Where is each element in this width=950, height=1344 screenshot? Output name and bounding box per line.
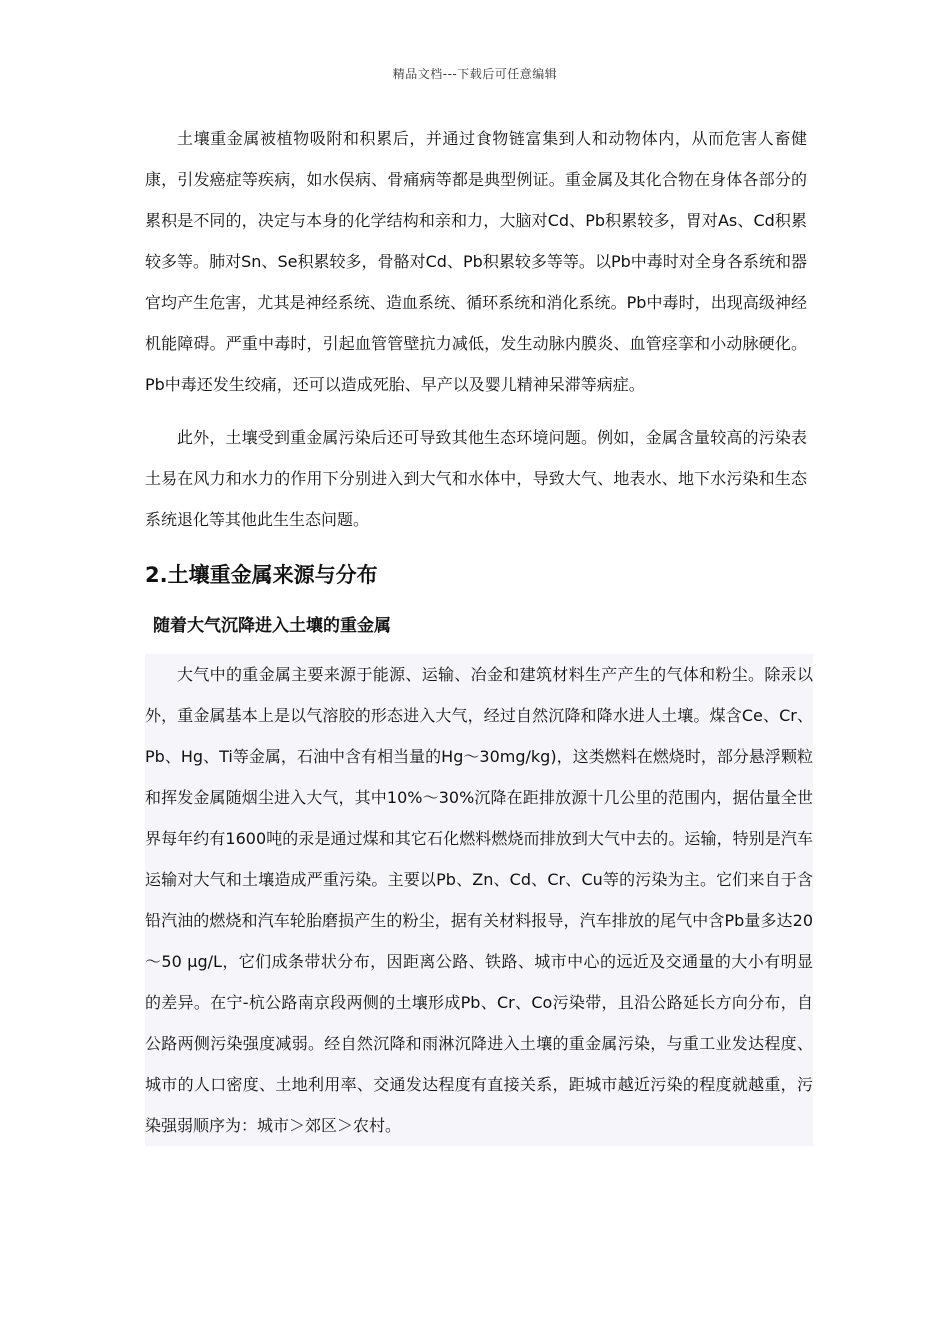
page-header: 精品文档---下载后可任意编辑: [392, 67, 558, 81]
paragraph-health-effects: 土壤重金属被植物吸附和积累后，并通过食物链富集到人和动物体内，从而危害人畜健康，引发癌症等疾病，如水俣病、骨痛病等都是典型例证。重金属及其化合物在身体各部分的累积是不同的，决定与本身的化学结构和亲和力，大脑对Cd、Pb积累较多，胃对As、Cd积累较多等。肺对Sn、Se积累较多，骨骼对Cd、Pb积累较多等等。以Pb中毒时对全身各系统和器官均产生危害，尤其是神经系统、造血系统、循环系统和消化系统。Pb中毒时，出现高级神经机能障碍。严重中毒时，引起血管管壁抗力减低，发生动脉内膜炎、血管痉挛和小动脉硬化。Pb中毒还发生绞痛，还可以造成死胎、早产以及婴儿精神呆滞等病症。: [145, 129, 807, 394]
document-body: [145, 118, 813, 1146]
section-heading: 2.土壤重金属来源与分布: [145, 563, 378, 587]
paragraph-atmospheric-deposition: 大气中的重金属主要来源于能源、运输、冶金和建筑材料生产产生的气体和粉尘。除汞以外，重金属基本上是以气溶胶的形态进入大气，经过自然沉降和降水进人土壤。煤含Ce、Cr、Pb、Hg、Ti等金属，石油中含有相当量的Hg～30mg/kg)，这类燃料在燃烧时，部分悬浮颗粒和挥发金属随烟尘进入大气，其中10%～30%沉降在距排放源十几公里的范围内，据估量全世界每年约有1600吨的汞是通过煤和其它石化燃料燃烧而排放到大气中去的。运输，特别是汽车运输对大气和土壤造成严重污染。主要以Pb、Zn、Cd、Cr、Cu等的污染为主。它们来自于含铅汽油的燃烧和汽车轮胎磨损产生的粉尘，据有关材料报导，汽车排放的尾气中含Pb量多达20～50 μg/L，它们成条带状分布，因距离公路、铁路、城市中心的远近及交通量的大小有明显的差异。在宁-杭公路南京段两侧的土壤形成Pb、Cr、Co污染带，且沿公路延长方向分布，自公路两侧污染强度减弱。经自然沉降和雨淋沉降进入土壤的重金属污染，与重工业发达程度、城市的人口密度、土地利用率、交通发达程度有直接关系，距城市越近污染的程度就越重，污染强弱顺序为：城市＞郊区＞农村。: [145, 654, 813, 1146]
subsection-heading: 随着大气沉降进入土壤的重金属: [153, 616, 391, 636]
paragraph-ecological-effects: 此外，土壤受到重金属污染后还可导致其他生态环境问题。例如，金属含量较高的污染表土易在风力和水力的作用下分别进入到大气和水体中，导致大气、地表水、地下水污染和生态系统退化等其他此生生态问题。: [145, 428, 807, 529]
